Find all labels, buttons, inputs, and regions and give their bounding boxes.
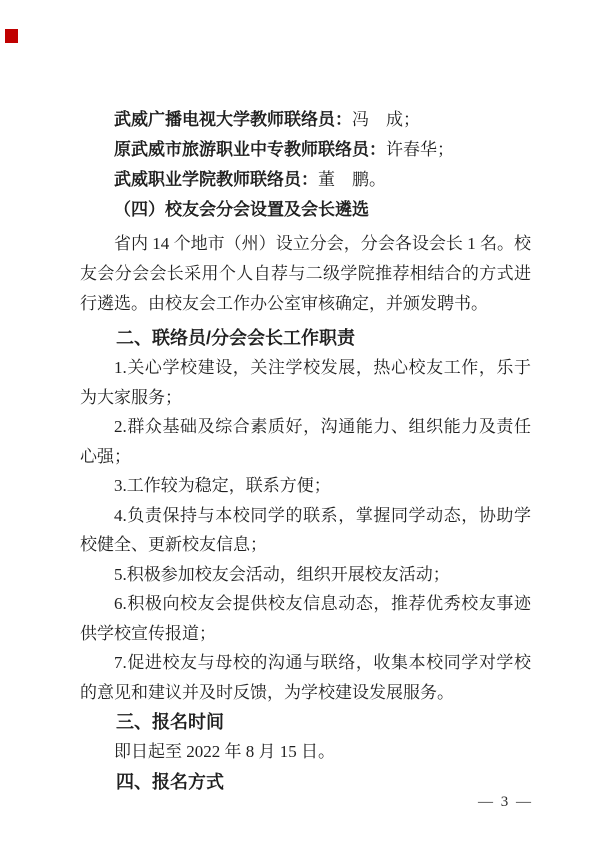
page-number: — 3 —: [478, 794, 533, 810]
duty-item: 4.负责保持与本校同学的联系，掌握同学动态，协助学校健全、更新校友信息；: [80, 505, 531, 554]
liaison-name: 许春华；: [386, 140, 454, 159]
duty-item: 2.群众基础及综合素质好，沟通能力、组织能力及责任心强；: [80, 417, 531, 466]
duty-item: 5.积极参加校友会活动，组织开展校友活动；: [114, 564, 450, 584]
liaison-line: [80, 105, 531, 135]
chapter4-heading: 四、报名方式: [116, 772, 224, 792]
liaison-label: 原武威市旅游职业中专教师联络员：: [114, 140, 386, 159]
deadline-line: 即日起至 2022 年 8 月 15 日。: [114, 742, 335, 761]
section4-heading: （四）校友会分会设置及会长遴选: [114, 200, 369, 219]
chapter2-heading: 二、联络员/分会会长工作职责: [116, 328, 355, 348]
liaison-name: 冯 成；: [352, 110, 420, 129]
red-stamp-marker: [5, 29, 18, 43]
duty-item: 7.促进校友与母校的沟通与联络，收集本校同学对学校的意见和建议并及时反馈，为学校建设发展服务。: [80, 653, 531, 702]
section4-paragraph: 省内 14 个地市（州）设立分会，分会各设会长 1 名。校友会分会会长采用个人自荐与二级学院推荐相结合的方式进行遴选。由校友会工作办公室审核确定，并颁发聘书。: [80, 234, 531, 313]
document-body: [80, 105, 531, 797]
liaison-line: [80, 135, 531, 165]
liaison-name: 董 鹏。: [318, 170, 386, 189]
liaison-line: [80, 165, 531, 195]
duty-item: 6.积极向校友会提供校友信息动态，推荐优秀校友事迹供学校宣传报道；: [80, 594, 531, 643]
duty-item: 1.关心学校建设，关注学校发展，热心校友工作，乐于为大家服务；: [80, 358, 531, 407]
liaison-label: 武威广播电视大学教师联络员：: [114, 110, 352, 129]
duty-item: 3.工作较为稳定，联系方便；: [114, 476, 331, 495]
liaison-label: 武威职业学院教师联络员：: [114, 170, 318, 189]
chapter3-heading: 三、报名时间: [116, 712, 224, 732]
